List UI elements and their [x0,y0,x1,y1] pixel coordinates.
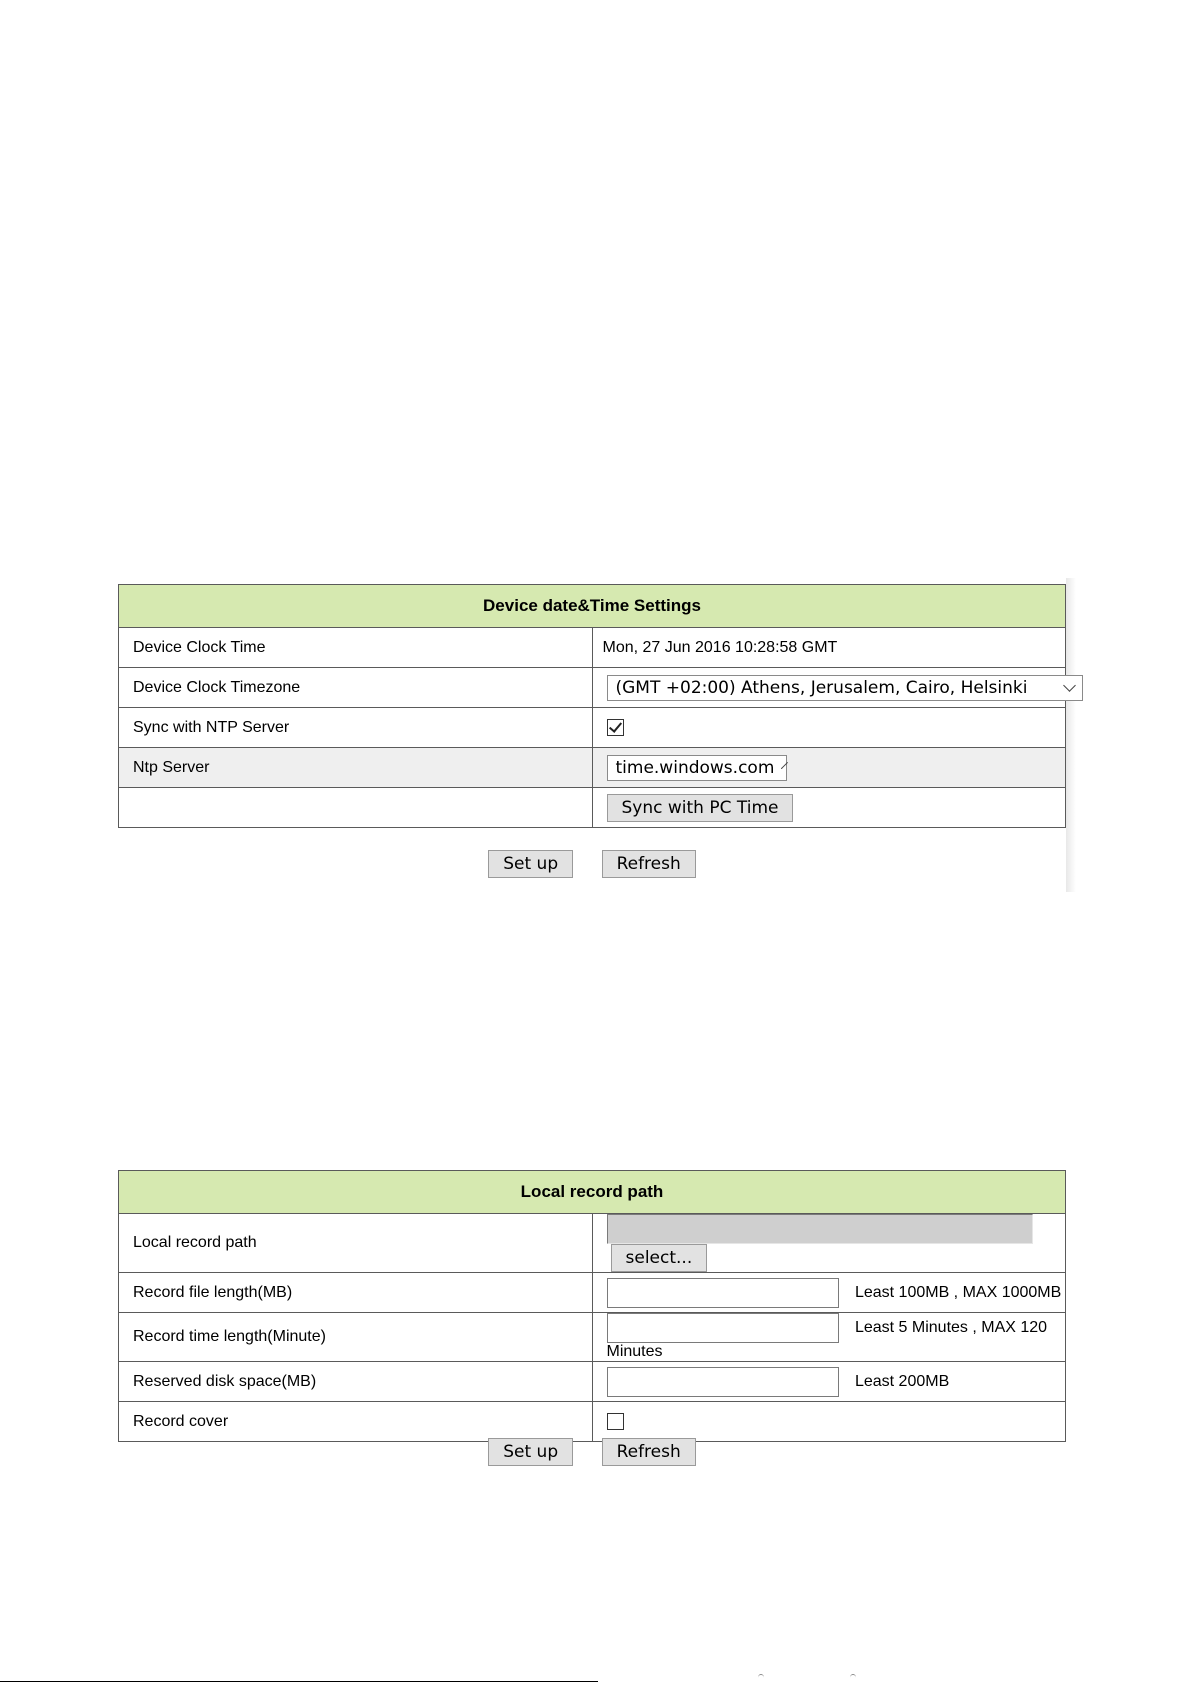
footnote-divider [0,1681,598,1682]
time-length-hint: Least 5 Minutes , MAX 120 Minutes [606,1319,1048,1360]
sync-pc-time-button[interactable]: Sync with PC Time [607,794,794,822]
record-cover-checkbox[interactable] [607,1413,624,1430]
ntp-server-label: Ntp Server [119,748,593,788]
table-row [119,1313,1066,1362]
record-refresh-button[interactable]: Refresh [602,1438,696,1466]
chevron-down-icon [781,761,788,768]
table-row [119,1402,1066,1442]
ntp-server-select[interactable] [607,755,787,781]
datetime-settings-table [118,584,1066,828]
record-setup-button[interactable]: Set up [488,1438,573,1466]
ntp-sync-label: Sync with NTP Server [119,708,593,748]
record-settings-title: Local record path [119,1171,1066,1214]
record-path-label: Local record path [119,1214,593,1273]
disk-space-input[interactable] [607,1367,839,1397]
table-row [119,1273,1066,1313]
decorative-mark [850,1674,856,1681]
disk-space-hint: Least 200MB [854,1372,950,1390]
datetime-refresh-button[interactable]: Refresh [602,850,696,878]
disk-space-label: Reserved disk space(MB) [119,1362,593,1402]
table-row [119,788,1066,828]
record-path-field[interactable] [607,1214,1033,1244]
datetime-actions [118,850,1066,878]
chevron-down-icon [1063,679,1076,692]
datetime-settings-panel [118,584,1066,874]
record-settings-table [118,1170,1066,1442]
select-path-button[interactable]: select... [611,1244,708,1272]
timezone-label: Device Clock Timezone [119,668,593,708]
file-length-hint: Least 100MB , MAX 1000MB [854,1283,1062,1301]
record-cover-label: Record cover [119,1402,593,1442]
ntp-server-selected-value: time.windows.com [615,757,775,778]
table-row [119,1214,1066,1273]
checkmark-icon [608,719,621,733]
time-length-input[interactable] [607,1313,839,1343]
time-length-label: Record time length(Minute) [119,1313,593,1362]
decorative-mark [758,1674,764,1681]
clock-time-label: Device Clock Time [119,628,593,668]
ntp-sync-checkbox[interactable] [607,719,624,736]
panel-edge-shadow [1066,578,1076,892]
record-settings-panel [118,1170,1066,1462]
file-length-label: Record file length(MB) [119,1273,593,1313]
timezone-selected-value: (GMT +02:00) Athens, Jerusalem, Cairo, Helsinki [615,677,1028,698]
table-row [119,668,1066,708]
clock-time-value: Mon, 27 Jun 2016 10:28:58 GMT [592,628,1066,668]
table-row [119,1362,1066,1402]
table-row [119,708,1066,748]
timezone-select[interactable] [607,675,1083,701]
empty-label-cell [119,788,593,828]
file-length-input[interactable] [607,1278,839,1308]
table-row [119,748,1066,788]
datetime-setup-button[interactable]: Set up [488,850,573,878]
table-row [119,628,1066,668]
record-actions [118,1438,1066,1466]
datetime-settings-title: Device date&Time Settings [119,585,1066,628]
